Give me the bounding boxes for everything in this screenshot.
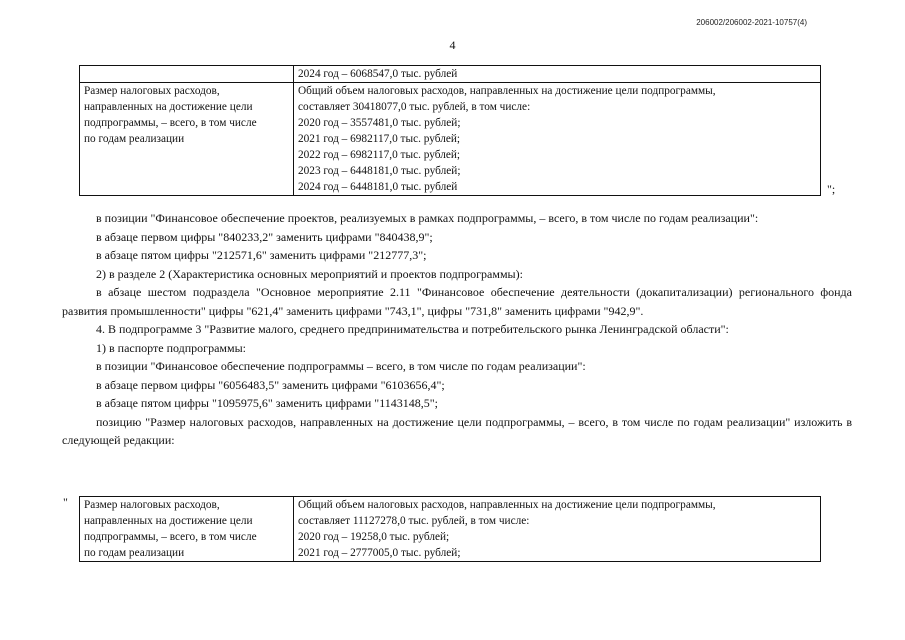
paragraph: в позиции "Финансовое обеспечение подпрограммы – всего, в том числе по годам реализации": (96, 359, 586, 373)
year-line: 2024 год – 6068547,0 тыс. рублей (298, 68, 458, 80)
paragraph: в абзаце первом цифры "840233,2" заменить цифрами "840438,9"; (96, 229, 433, 244)
value-line: составляет 30418077,0 тыс. рублей, в том числе: (298, 101, 531, 113)
opening-quote: " (63, 495, 68, 509)
paragraph: в абзаце шестом подраздела "Основное мероприятие 2.11 "Финансовое обеспечение деятельности (докапитализации) регионального фонда развития промышленности" цифры "621,4" заменить цифрами "743,1", цифры "731,8" заменить цифрами "942,9". (62, 285, 852, 318)
table-cell-label (80, 83, 294, 196)
table-row (80, 66, 821, 83)
document-body (62, 209, 852, 450)
paragraph: в абзаце пятом цифры "1095975,6" заменить цифрами "1143148,5"; (96, 396, 438, 410)
value-line: 2020 год – 3557481,0 тыс. рублей; (298, 117, 461, 129)
value-line: 2021 год – 6982117,0 тыс. рублей; (298, 133, 461, 145)
paragraph: в абзаце пятом цифры "212571,6" заменить цифрами "212777,3"; (96, 248, 427, 262)
table-row (80, 83, 821, 196)
table-cell-empty (80, 66, 294, 83)
label-line: Размер налоговых расходов, (84, 499, 220, 511)
label-line: направленных на достижение цели (84, 101, 253, 113)
label-line: подпрограммы, – всего, в том числе (84, 531, 257, 543)
page-number: 4 (449, 38, 456, 52)
paragraph: позицию "Размер налоговых расходов, направленных на достижение цели подпрограммы, – всего, в том числе по годам реализации" изложить в следующей редакции: (62, 414, 852, 447)
closing-quote: "; (827, 182, 836, 196)
tax-expenditure-table-new (79, 496, 821, 562)
tax-expenditure-table-continued (79, 65, 821, 196)
paragraph: в позиции "Финансовое обеспечение проектов, реализуемых в рамках подпрограммы, – всего, в том числе по годам реализации": (96, 211, 759, 225)
value-line: 2023 год – 6448181,0 тыс. рублей; (298, 165, 461, 177)
value-line: составляет 11127278,0 тыс. рублей, в том числе: (298, 515, 530, 527)
table-cell-value (294, 83, 821, 196)
label-line: подпрограммы, – всего, в том числе (84, 117, 257, 129)
label-line: по годам реализации (84, 133, 185, 145)
paragraph: 1) в паспорте подпрограммы: (96, 340, 247, 355)
value-line: 2022 год – 6982117,0 тыс. рублей; (298, 149, 461, 161)
paragraph: в абзаце первом цифры "6056483,5" заменить цифрами "6103656,4"; (96, 377, 445, 392)
paragraph: 2) в разделе 2 (Характеристика основных мероприятий и проектов подпрограммы): (96, 266, 523, 281)
label-line: Размер налоговых расходов, (84, 85, 220, 97)
value-line: Общий объем налоговых расходов, направленных на достижение цели подпрограммы, (298, 85, 716, 97)
document-id: 206002/206002-2021-10757(4) (696, 18, 807, 27)
table-cell-label (80, 497, 294, 562)
label-line: по годам реализации (84, 547, 185, 559)
value-line: 2021 год – 2777005,0 тыс. рублей; (298, 547, 461, 559)
table-row (80, 497, 821, 562)
label-line: направленных на достижение цели (84, 515, 253, 527)
value-line: 2024 год – 6448181,0 тыс. рублей (298, 181, 458, 193)
paragraph: 4. В подпрограмме 3 "Развитие малого, среднего предпринимательства и потребительского рынка Ленинградской области": (96, 322, 729, 336)
table-cell (294, 66, 821, 83)
table-cell-value (294, 497, 821, 562)
value-line: Общий объем налоговых расходов, направленных на достижение цели подпрограммы, (298, 499, 716, 511)
value-line: 2020 год – 19258,0 тыс. рублей; (298, 531, 450, 543)
